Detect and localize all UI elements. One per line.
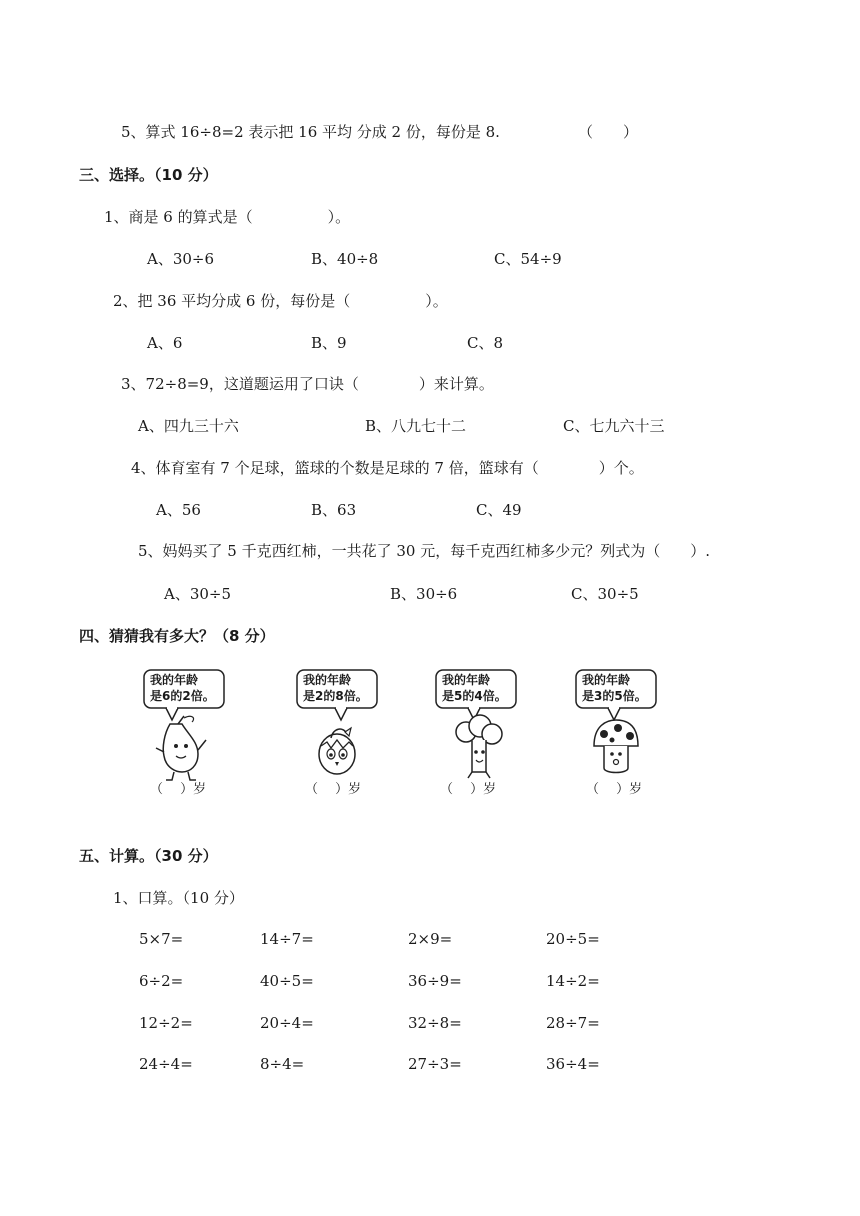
choice-5-option-b: B、30÷6 [390,585,458,603]
bubble-line-2: 是5的4倍。 [442,689,507,703]
choice-3-option-a: A、四九三十六 [138,417,239,435]
choice-1-option-a: A、30÷6 [147,250,215,268]
oral-item-2-2: 40÷5= [260,972,314,990]
age-answer: （ ）岁 [440,782,497,797]
oral-item-3-4: 28÷7= [546,1014,600,1032]
oral-item-1-4: 20÷5= [546,930,600,948]
oral-item-4-4: 36÷4= [546,1055,600,1073]
oral-item-1-1: 5×7= [139,930,184,948]
choice-1-option-b: B、40÷8 [311,250,379,268]
choice-4-option-a: A、56 [156,501,201,519]
oral-item-1-2: 14÷7= [260,930,314,948]
section-3-title: 三、选择。（10 分） [79,166,218,184]
choice-question-3: 3、72÷8=9，这道题运用了口诀（ ）来计算。 [121,375,494,393]
age-figure-3 [432,668,532,800]
choice-question-4: 4、体育室有 7 个足球，篮球的个数是足球的 7 倍，篮球有（ ）个。 [131,459,644,477]
age-answer: （ ）岁 [150,782,207,797]
oral-calc-title: 1、口算。（10 分） [113,889,244,907]
judge-question-5: 5、算式 16÷8=2 表示把 16 平均 分成 2 份，每份是 8. [121,123,500,141]
choice-3-option-b: B、八九七十二 [365,417,467,435]
choice-2-option-b: B、9 [311,334,347,352]
oral-item-2-1: 6÷2= [139,972,184,990]
oral-item-3-3: 32÷8= [408,1014,462,1032]
oral-item-2-3: 36÷9= [408,972,462,990]
oral-item-4-1: 24÷4= [139,1055,193,1073]
bubble-line-1: 我的年龄 [582,673,631,687]
choice-4-option-c: C、49 [476,501,522,519]
oral-item-2-4: 14÷2= [546,972,600,990]
oral-item-4-3: 27÷3= [408,1055,462,1073]
choice-question-1: 1、商是 6 的算式是（ ）。 [104,208,351,226]
bubble-line-2: 是2的8倍。 [303,689,368,703]
section-5-title: 五、计算。（30 分） [79,847,218,865]
age-answer: （ ）岁 [305,782,362,797]
choice-5-option-a: A、30÷5 [164,585,232,603]
oral-item-3-2: 20÷4= [260,1014,314,1032]
choice-question-2: 2、把 36 平均分成 6 份，每份是（ ）。 [113,292,448,310]
choice-question-5: 5、妈妈买了 5 千克西红柿，一共花了 30 元，每千克西红柿多少元？列式为（ ）. [138,542,711,560]
age-figure-2 [293,668,393,800]
choice-3-option-c: C、七九六十三 [563,417,665,435]
choice-5-option-c: C、30÷5 [571,585,639,603]
bubble-line-1: 我的年龄 [303,673,352,687]
bubble-line-2: 是6的2倍。 [150,689,215,703]
choice-4-option-b: B、63 [311,501,357,519]
judge-answer-paren: （ ） [578,123,639,141]
choice-2-option-c: C、8 [467,334,504,352]
age-figure-1 [140,668,240,800]
choice-2-option-a: A、6 [147,334,183,352]
bubble-line-1: 我的年龄 [150,673,199,687]
oral-item-4-2: 8÷4= [260,1055,305,1073]
bubble-line-1: 我的年龄 [442,673,491,687]
choice-1-option-c: C、54÷9 [494,250,562,268]
oral-item-3-1: 12÷2= [139,1014,193,1032]
age-figure-4 [572,668,672,800]
bubble-line-2: 是3的5倍。 [582,689,647,703]
section-4-title: 四、猜猜我有多大？（8 分） [79,627,275,645]
oral-item-1-3: 2×9= [408,930,453,948]
age-answer: （ ）岁 [586,782,643,797]
